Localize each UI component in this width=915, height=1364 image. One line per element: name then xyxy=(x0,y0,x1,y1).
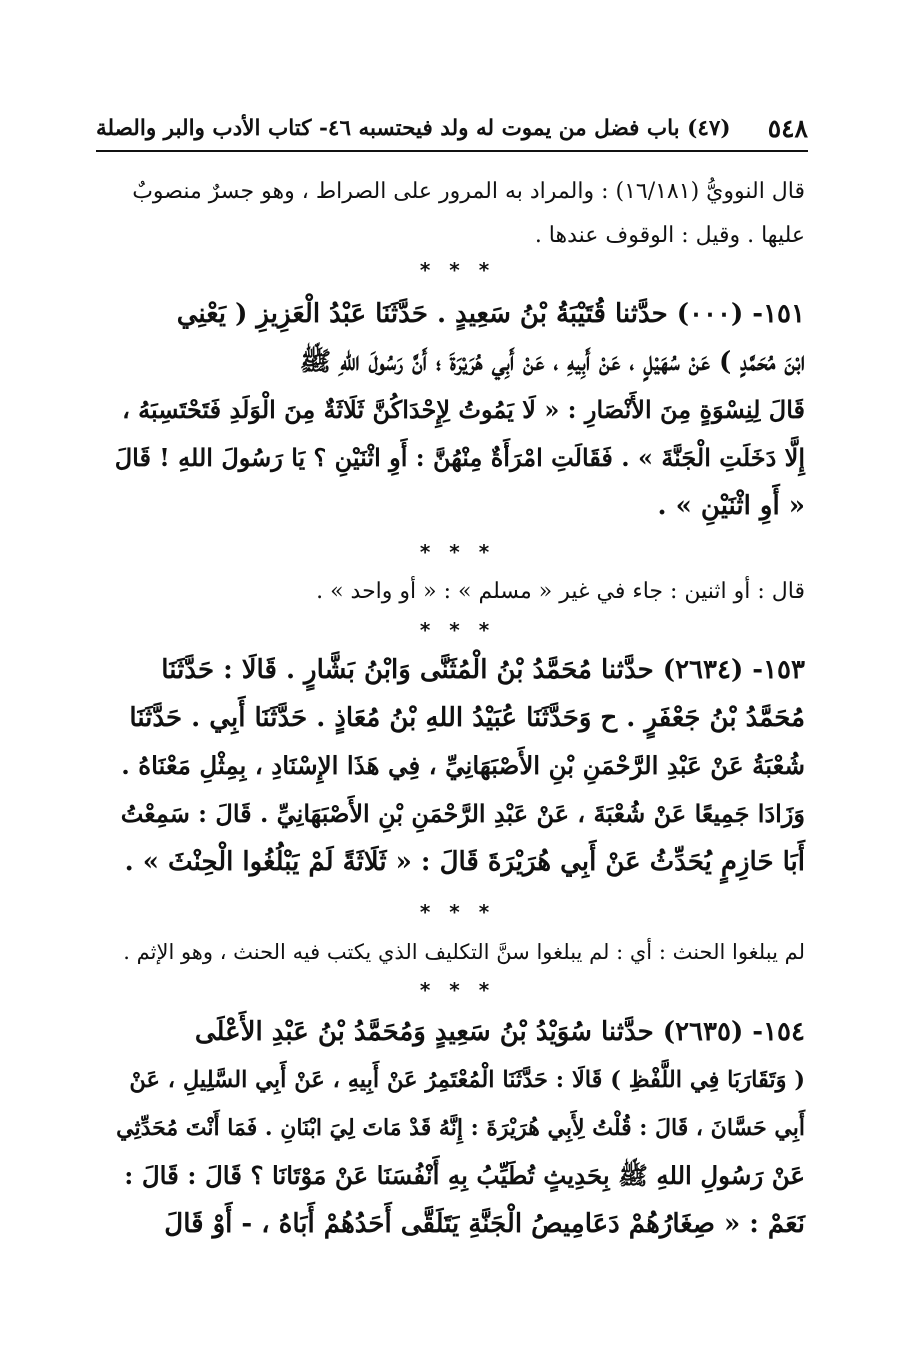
text-line: عليها . وقيل : الوقوف عندها . xyxy=(534,223,805,248)
page-number: ٥٤٨ xyxy=(767,113,808,143)
text-line: إِلَّا دَخَلَتِ الْجَنَّةَ » . فَقَالَتِ امْرَأَةٌ مِنْهُنَّ : أَوِ اثْنَيْنِ ؟ يَا رَسُولَ اللهِ ! قَالَ xyxy=(114,443,805,472)
hadith-153 xyxy=(115,646,805,886)
text-line: أَبَا حَازِمٍ يُحَدِّثُ عَنْ أَبِي هُرَيْرَةَ قَالَ : « ثَلَاثَةً لَمْ يَبْلُغُوا الْحِنْثَ » . xyxy=(124,847,805,877)
text-line: ابْنَ مُحَمَّدٍ ) عَنْ سُهَيْلٍ ، عَنْ أَبِيهِ ، عَنْ أَبِي هُرَيْرَةَ ؛ أَنَّ رَسُولَ اللهِ ﷺ xyxy=(299,347,805,377)
text-line: ١٥٤- (٢٦٣٥) حدَّثنا سُوَيْدُ بْنُ سَعِيدٍ وَمُحَمَّدُ بْنُ عَبْدِ الأَعْلَى xyxy=(194,1017,805,1047)
section-separator: * * * xyxy=(419,540,496,564)
text-line: نَعَمْ : « صِغَارُهُمْ دَعَامِيصُ الْجَنَّةِ يَتَلَقَّى أَحَدُهُمْ أَبَاهُ ، - أَوْ قَالَ xyxy=(164,1209,805,1239)
text-line: أَبِي حَسَّانَ ، قَالَ : قُلْتُ لِأَبِي هُرَيْرَةَ : إِنَّهُ قَدْ مَاتَ لِيَ ابْنَانِ . فَمَا أَنْتَ مُحَدِّثِي xyxy=(116,1115,805,1141)
page-header xyxy=(96,110,808,152)
text-line: قال : أو اثنين : جاء في غير « مسلم » : « أو واحد » . xyxy=(316,579,805,604)
text-line: ١٥٣- (٢٦٣٤) حدَّثنا مُحَمَّدُ بْنُ الْمُثَنَّى وَابْنُ بَشَّارٍ . قَالَا : حَدَّثَنَا xyxy=(161,655,805,685)
section-separator: * * * xyxy=(419,978,496,1002)
hadith-151 xyxy=(115,290,805,530)
text-line: لم يبلغوا الحنث : أي : لم يبلغوا سنَّ التكليف الذي يكتب فيه الحنث ، وهو الإثم . xyxy=(123,940,805,964)
text-line: وَزَادَا جَمِيعًا عَنْ شُعْبَةَ ، عَنْ عَبْدِ الرَّحْمَنِ بْنِ الأَصْبَهَانِيِّ . قَالَ : سَمِعْتُ xyxy=(120,799,805,828)
commentary-nawawi xyxy=(120,170,805,258)
section-separator: * * * xyxy=(419,618,496,642)
text-line: مُحَمَّدُ بْنُ جَعْفَرٍ . ح وَحَدَّثَنَا عُبَيْدُ اللهِ بْنُ مُعَاذٍ . حَدَّثَنَا أَبِي . حَدَّثَنَا xyxy=(129,703,805,733)
text-line: قال النوويُّ (١٦/١٨١) : والمراد به المرور على الصراط ، وهو جسرٌ منصوبٌ xyxy=(132,179,805,204)
commentary-or-two xyxy=(155,570,805,614)
commentary-hinth xyxy=(115,930,805,974)
text-line: عَنْ رَسُولِ اللهِ ﷺ بِحَدِيثٍ تُطَيِّبُ بِهِ أَنْفُسَنَا عَنْ مَوْتَانَا ؟ قَالَ : قَالَ : xyxy=(124,1161,805,1190)
text-line: « أَوِ اثْنَيْنِ » . xyxy=(657,491,805,521)
section-separator: * * * xyxy=(419,900,496,924)
section-separator: * * * xyxy=(419,258,496,282)
text-line: قَالَ لِنِسْوَةٍ مِنَ الأَنْصَارِ : « لَا يَمُوتُ لِإِحْدَاكُنَّ ثَلَاثَةٌ مِنَ الْوَلَدِ فَتَحْتَسِبَهُ ، xyxy=(122,395,805,424)
text-line: ١٥١- (٠٠٠) حدَّثنا قُتَيْبَةُ بْنُ سَعِيدٍ . حَدَّثَنَا عَبْدُ الْعَزِيزِ ( يَعْنِي xyxy=(176,299,805,329)
running-title: (٤٧) باب فضل من يموت له ولد فيحتسبه ٤٦- كتاب الأدب والبر والصلة xyxy=(96,115,731,141)
text-line: ( وَتَقَارَبَا فِي اللَّفْظِ ) قَالَا : حَدَّثَنَا الْمُعْتَمِرُ عَنْ أَبِيهِ ، عَنْ أَبِي السَّلِيلِ ، عَنْ xyxy=(129,1067,805,1093)
hadith-154 xyxy=(115,1008,805,1248)
text-line: شُعْبَةُ عَنْ عَبْدِ الرَّحْمَنِ بْنِ الأَصْبَهَانِيِّ ، فِي هَذَا الإِسْنَادِ ، بِمِثْلِ مَعْنَاهُ . xyxy=(121,751,805,780)
